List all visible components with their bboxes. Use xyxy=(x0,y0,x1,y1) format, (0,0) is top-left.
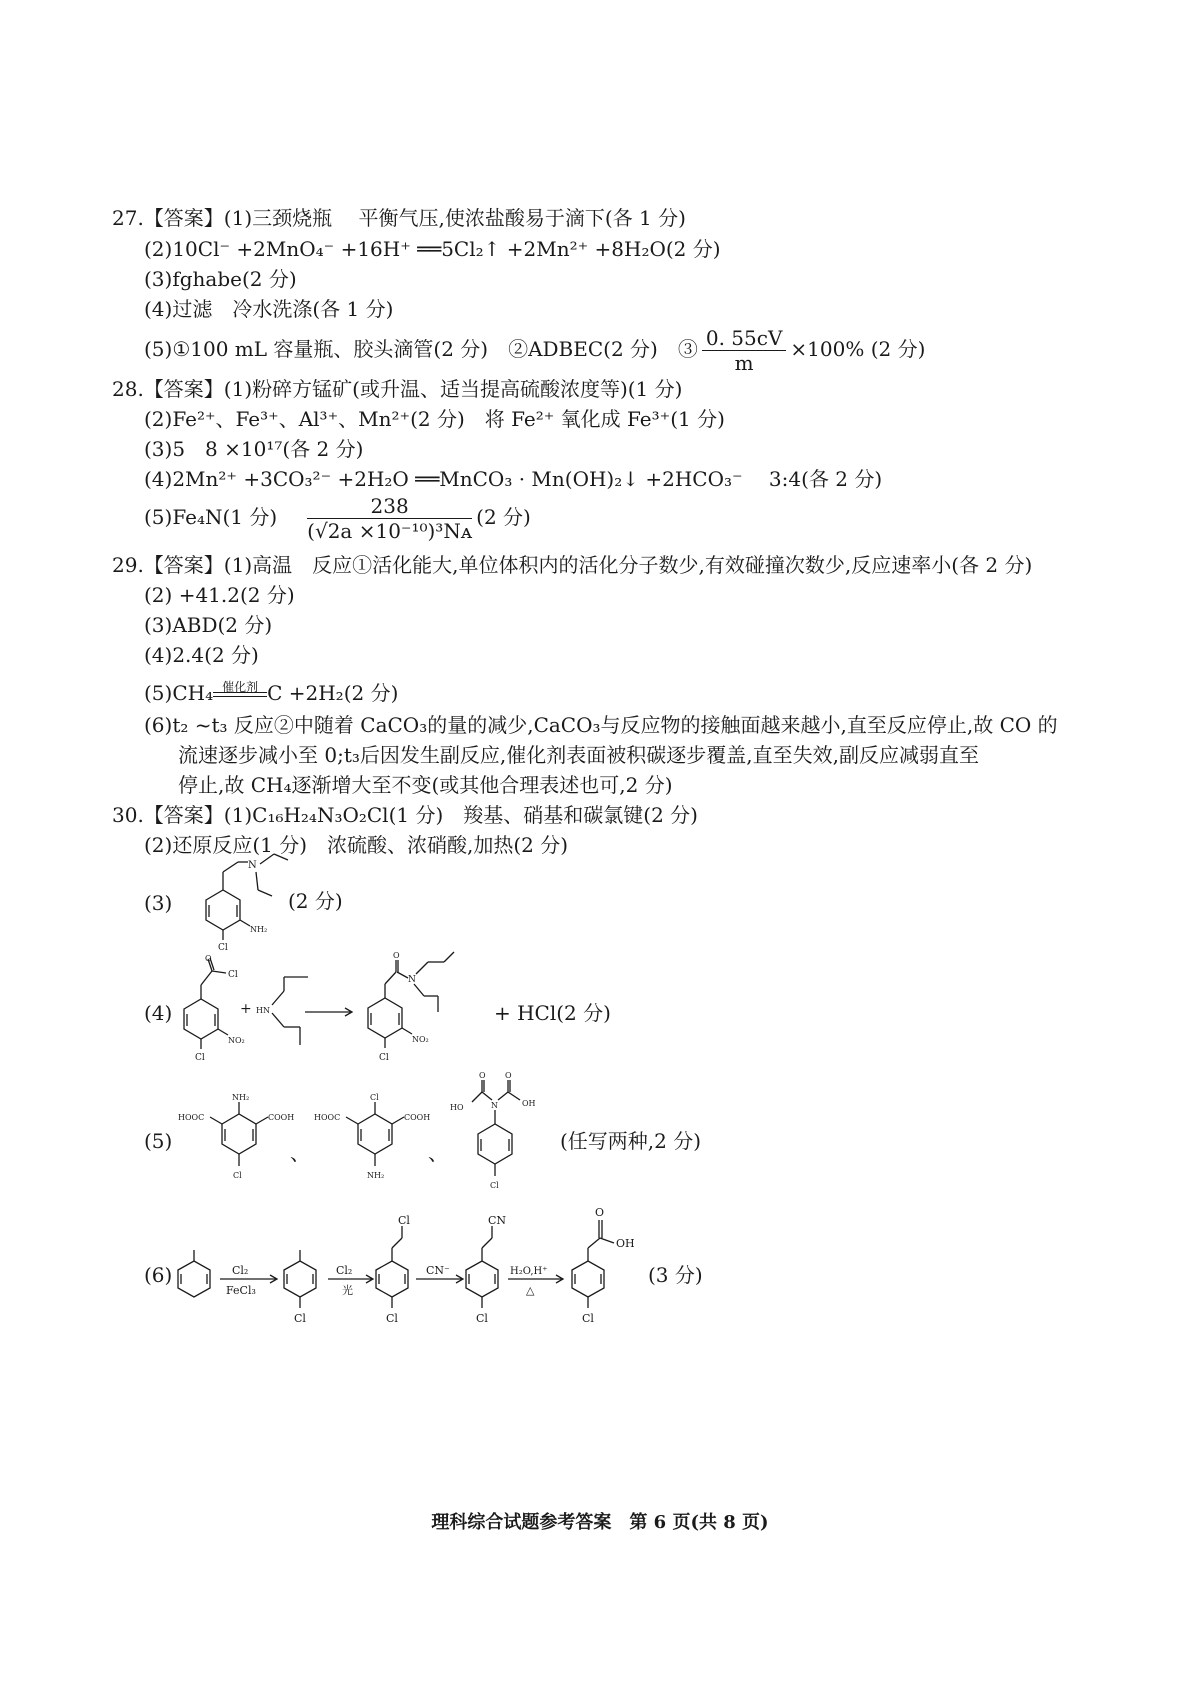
q28-line4: (4)2Mn²⁺ +3CO₃²⁻ +2H₂O ══MnCO₃ · Mn(OH)₂↓ +2HCO₃⁻ 3:4(各 2 分) xyxy=(144,467,883,491)
q28-line3: (3)5 8 ×10¹⁷(各 2 分) xyxy=(144,437,364,461)
nh2-label: NH₂ xyxy=(232,1093,250,1102)
q30-5-tail: (任写两种,2 分) xyxy=(560,1129,702,1153)
q27-fraction-denominator: m xyxy=(734,351,754,375)
q27-line1: 27.【答案】(1)三颈烧瓶 平衡气压,使浓盐酸易于滴下(各 1 分) xyxy=(112,206,686,230)
q30-3-score: (2 分) xyxy=(288,889,343,913)
hn-label: HN xyxy=(256,1006,270,1015)
reagent-cyanide: CN⁻ xyxy=(426,1264,450,1277)
reagent-light: 光 xyxy=(342,1284,353,1297)
reagent-hydrolysis: H₂O,H⁺ xyxy=(510,1266,548,1277)
cl-label: Cl xyxy=(398,1214,410,1227)
q30-6-score: (3 分) xyxy=(648,1263,703,1287)
nh2-label: NH₂ xyxy=(367,1171,385,1180)
no2-label: NO₂ xyxy=(228,1036,245,1045)
isomer-separator-1: 、 xyxy=(290,1141,310,1165)
cl-label: Cl xyxy=(386,1312,398,1325)
oh-label: OH xyxy=(616,1237,635,1250)
q27-line4: (4)过滤 冷水洗涤(各 1 分) xyxy=(144,297,394,321)
reagent-cl2: Cl₂ xyxy=(336,1264,353,1277)
q28-fraction xyxy=(307,494,472,543)
reagent-fecl3: FeCl₃ xyxy=(226,1284,256,1297)
q27-fraction-numerator: 0. 55cV xyxy=(702,326,787,351)
q28-fraction-numerator: 238 xyxy=(307,494,472,519)
o-label: O xyxy=(205,955,212,963)
q28-line5-text: (5)Fe₄N(1 分) xyxy=(144,505,278,529)
nh2-label: NH₂ xyxy=(250,925,268,934)
cl-label: Cl xyxy=(195,1053,205,1063)
reaction-arrow xyxy=(305,1006,355,1018)
q30-line1: 30.【答案】(1)C₁₆H₂₄N₃O₂Cl(1 分) 羧基、硝基和碳氯键(2 分) xyxy=(112,803,698,827)
oh-label: OH xyxy=(522,1099,536,1108)
cn-label: CN xyxy=(488,1214,507,1227)
q29-line4: (4)2.4(2 分) xyxy=(144,643,259,667)
q28-line5-tail: (2 分) xyxy=(476,505,531,529)
q30-6-label: (6) xyxy=(144,1263,173,1287)
cl-label: Cl xyxy=(233,1171,242,1180)
cl-label: Cl xyxy=(476,1312,488,1325)
cl-label: Cl xyxy=(218,943,228,953)
q29-line5-tail: C +2H₂(2 分) xyxy=(267,681,399,705)
q30-3-label: (3) xyxy=(144,891,173,915)
q29-line3: (3)ABD(2 分) xyxy=(144,613,273,637)
cl-label: Cl xyxy=(228,970,238,980)
heat-symbol: △ xyxy=(526,1284,535,1297)
cl-label: Cl xyxy=(379,1053,389,1063)
q30-4-label: (4) xyxy=(144,1001,173,1025)
q29-line6a: (6)t₂ ~t₃ 反应②中随着 CaCO₃的量的减少,CaCO₃与反应物的接触面越来越小,直至反应停止,故 CO 的 xyxy=(144,713,1058,737)
structure-4-product xyxy=(358,950,478,1070)
cl-label: Cl xyxy=(370,1093,379,1102)
reagent-cl2: Cl₂ xyxy=(232,1264,249,1277)
q28-line2: (2)Fe²⁺、Fe³⁺、Al³⁺、Mn²⁺(2 分) 将 Fe²⁺ 氧化成 Fe³⁺(1 分) xyxy=(144,407,725,431)
q27-line2: (2)10Cl⁻ +2MnO₄⁻ +16H⁺ ══5Cl₂↑ +2Mn²⁺ +8H₂O(2 分) xyxy=(144,237,721,261)
no2-label: NO₂ xyxy=(412,1035,429,1044)
cl-label: Cl xyxy=(490,1181,499,1190)
ho-label: HO xyxy=(450,1103,464,1112)
q29-line5-text: (5)CH₄ xyxy=(144,681,214,705)
q29-line2: (2) +41.2(2 分) xyxy=(144,583,295,607)
hooc-label: HOOC xyxy=(314,1113,341,1122)
q29-line1: 29.【答案】(1)高温 反应①活化能大,单位体积内的活化分子数少,有效碰撞次数少,反应速率小(各 2 分) xyxy=(112,553,1033,577)
cooh-label: COOH xyxy=(404,1113,431,1122)
cl-label: Cl xyxy=(582,1312,594,1325)
q27-line5 xyxy=(144,326,925,375)
dipropylamine xyxy=(240,955,330,1055)
catalyst-arrow xyxy=(213,679,267,700)
o-label: O xyxy=(595,1206,605,1219)
o-label: O xyxy=(479,1071,486,1080)
n-label: N xyxy=(491,1101,498,1110)
o-label: O xyxy=(505,1071,512,1080)
structure-3 xyxy=(176,850,316,970)
q27-line3: (3)fghabe(2 分) xyxy=(144,267,297,291)
q30-4-tail: + HCl(2 分) xyxy=(494,1001,611,1025)
cl-label: Cl xyxy=(294,1312,306,1325)
q29-line6c: 停止,故 CH₄逐渐增大至不变(或其他合理表述也可,2 分) xyxy=(178,773,673,797)
q30-line2: (2)还原反应(1 分) 浓硫酸、浓硝酸,加热(2 分) xyxy=(144,833,569,857)
plus-sign: + xyxy=(240,1001,252,1017)
isomer-separator-2: 、 xyxy=(428,1141,448,1165)
page-footer: 理科综合试题参考答案 第 6 页(共 8 页) xyxy=(431,1512,769,1533)
q30-5-label: (5) xyxy=(144,1129,173,1153)
n-label: N xyxy=(248,860,257,871)
cooh-label: COOH xyxy=(268,1113,295,1122)
q28-fraction-denominator: (√2a ×10⁻¹⁰)³Nᴀ xyxy=(307,519,473,543)
q29-line6b: 流速逐步减小至 0;t₃后因发生副反应,催化剂表面被积碳逐步覆盖,直至失效,副反应减弱直至 xyxy=(178,743,979,767)
o-label: O xyxy=(393,951,400,960)
q27-line5-tail: ×100% (2 分) xyxy=(790,337,926,361)
q29-line5 xyxy=(144,680,398,706)
q27-fraction xyxy=(702,326,787,375)
q27-line5-text: (5)①100 mL 容量瓶、胶头滴管(2 分) ②ADBEC(2 分) ③ xyxy=(144,337,698,361)
q28-line5 xyxy=(144,494,531,543)
n-label: N xyxy=(408,975,416,985)
catalyst-label: 催化剂 xyxy=(222,679,259,694)
q28-line1: 28.【答案】(1)粉碎方锰矿(或升温、适当提高硫酸浓度等)(1 分) xyxy=(112,377,683,401)
hooc-label: HOOC xyxy=(178,1113,205,1122)
